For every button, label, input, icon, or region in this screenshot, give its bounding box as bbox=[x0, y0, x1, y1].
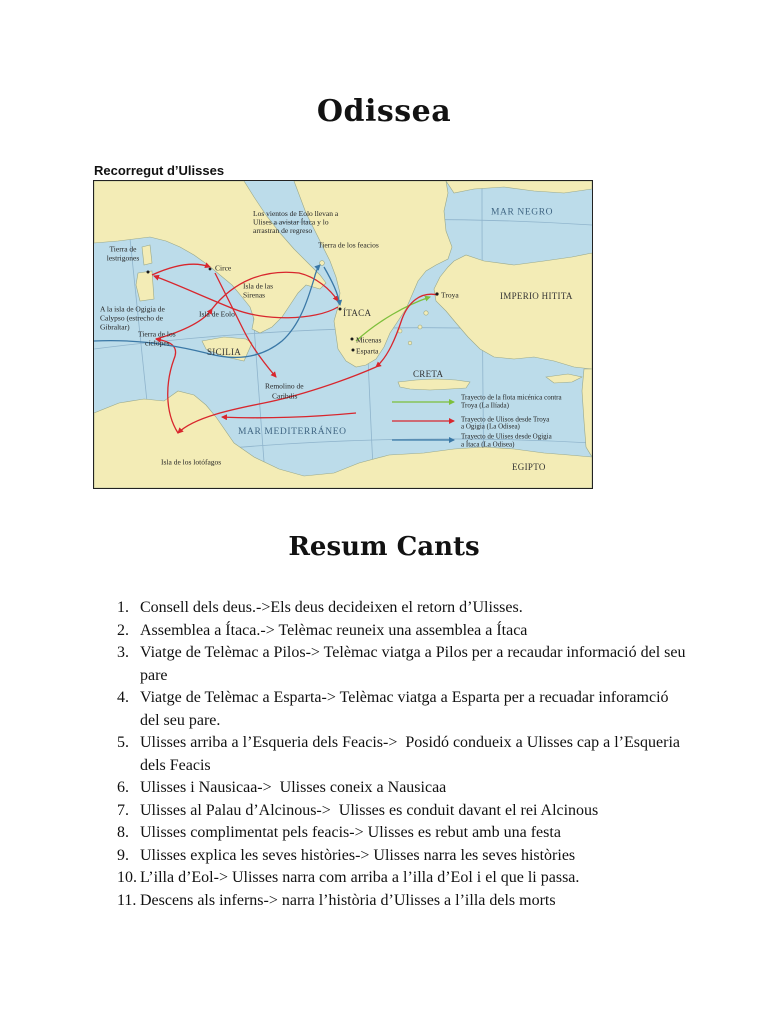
map-label-lotofagos: Isla de los lotófagos bbox=[161, 457, 222, 467]
map-label-caribdis-line: Remolino de bbox=[265, 381, 304, 391]
map-label-ogigia-line: Calypso (estrecho de bbox=[100, 313, 163, 323]
summary-item bbox=[117, 687, 687, 732]
map-label-isla-eolo: Isla de Eolo bbox=[199, 309, 235, 319]
summary-item-number: 9. bbox=[117, 846, 129, 864]
map-label-creta: CRETA bbox=[413, 369, 444, 379]
summary-item-number: 7. bbox=[117, 801, 129, 819]
place-dot-lestrigones bbox=[147, 271, 150, 274]
summary-item bbox=[117, 777, 687, 800]
summary-item-text: Descens als inferns-> narra l’història d’Ulisses a l’illa dels morts bbox=[140, 891, 556, 909]
city-dot-esparta bbox=[352, 349, 355, 352]
summary-item-number: 8. bbox=[117, 824, 129, 841]
map-label-lestrigones-line: lestrigones bbox=[106, 253, 140, 263]
summary-item bbox=[117, 845, 687, 868]
island-crete bbox=[398, 379, 470, 390]
summary-item bbox=[117, 732, 687, 777]
aegean-island bbox=[424, 311, 428, 315]
map-label-sirenas-line: Isla de las bbox=[243, 281, 273, 291]
summary-item-text: Ulisses explica les seves històries-> Ulisses narra les seves històries bbox=[140, 846, 576, 864]
legend-text-line: Trayecto de Ulisos desde Troya bbox=[461, 415, 550, 424]
map-label-itaca: ÍTACA bbox=[343, 308, 372, 318]
summary-item bbox=[117, 620, 687, 643]
summary-item-text: L’illa d’Eol-> Ulisses narra com arriba a l’illa d’Eol i el que li passa. bbox=[140, 869, 580, 886]
summary-item bbox=[117, 890, 687, 913]
map-label-ciclopes-line: Tierra de los bbox=[138, 329, 176, 339]
map-label-ogigia-line: Gibraltar) bbox=[100, 322, 130, 332]
mediterranean-map bbox=[94, 181, 592, 488]
legend-text-line: a Ítaca (La Odisea) bbox=[461, 440, 515, 449]
map-label-eolo-winds-line: Los vientos de Eolo llevan a bbox=[253, 209, 339, 218]
map-label-egipto: EGIPTO bbox=[512, 462, 546, 472]
aegean-island bbox=[418, 325, 422, 329]
map-label-sicilia: SICILIA bbox=[207, 347, 242, 357]
summary-item bbox=[117, 642, 690, 687]
map-label-eolo-winds-line: arrastran de regreso bbox=[253, 226, 313, 235]
summary-heading: Resum Cants bbox=[288, 532, 480, 562]
summary-item-number: 11. bbox=[117, 891, 137, 909]
map-frame bbox=[93, 180, 593, 489]
summary-item bbox=[117, 597, 687, 620]
summary-item-number: 5. bbox=[117, 734, 129, 751]
summary-item-number: 1. bbox=[117, 599, 129, 616]
map-label-imperio-hitita: IMPERIO HITITA bbox=[500, 291, 573, 301]
summary-item-text: Viatge de Telèmac a Pilos-> Telèmac viatga a Pilos per a recaudar informació del seu pare bbox=[140, 644, 690, 684]
legend-text-line: Trayecto de Ulises desde Ogigia bbox=[461, 432, 552, 441]
summary-item-text: Assemblea a Ítaca.-> Telèmac reuneix una assemblea a Ítaca bbox=[140, 621, 528, 639]
map-label-feacios: Tierra de los feacios bbox=[318, 240, 379, 250]
legend-text-line: a Ogigia (La Odisea) bbox=[461, 422, 520, 431]
place-dot-circe bbox=[209, 268, 212, 271]
summary-item-number: 10. bbox=[117, 869, 137, 886]
summary-item-number: 2. bbox=[117, 621, 129, 639]
summary-item-text: Ulisses al Palau d’Alcinous-> Ulisses es conduit davant el rei Alcinous bbox=[140, 801, 599, 819]
summary-item bbox=[117, 800, 687, 823]
map-label-eolo-winds-line: Ulises a avistar Ítaca y lo bbox=[253, 217, 329, 227]
island-sardinia bbox=[136, 271, 154, 301]
map-label-ogigia-line: A la isla de Ogigia de bbox=[100, 304, 165, 314]
summary-item bbox=[117, 867, 687, 890]
place-dot-itaca bbox=[339, 308, 342, 311]
map-label-sirenas-line: Sirenas bbox=[243, 290, 266, 300]
map-label-ciclopes-line: cíclopes bbox=[145, 338, 170, 348]
summary-item-text: Consell dels deus.->Els deus decideixen el retorn d’Ulisses. bbox=[140, 599, 523, 616]
island-corsica bbox=[142, 245, 152, 265]
summary-item-number: 3. bbox=[117, 644, 129, 661]
map-label-lestrigones-line: Tierra de bbox=[109, 244, 137, 254]
map-label-mar-negro: MAR NEGRO bbox=[491, 207, 554, 218]
city-dot-troya bbox=[435, 292, 438, 295]
map-label-caribdis-line: Caribdis bbox=[272, 391, 298, 401]
map-label-esparta: Esparta bbox=[356, 346, 379, 356]
island-corfu bbox=[320, 261, 325, 266]
legend-text-line: Trayecto de la flota micénica contra bbox=[461, 393, 562, 402]
legend-text-line: Troya (La Ilíada) bbox=[461, 401, 509, 410]
aegean-island bbox=[408, 341, 412, 345]
city-dot-micenas bbox=[351, 338, 354, 341]
summary-list bbox=[117, 597, 690, 912]
map-caption: Recorregut d’Ulisses bbox=[94, 163, 225, 178]
summary-item bbox=[117, 822, 687, 845]
summary-item-text: Ulisses arriba a l’Esqueria dels Feacis-> Posidó condueix a Ulisses cap a l’Esqueria dels Feacis bbox=[140, 734, 684, 774]
page-title: Odissea bbox=[316, 94, 452, 129]
map-label-mar-mediterraneo: MAR MEDITERRÁNEO bbox=[238, 427, 347, 437]
summary-item-text: Ulisses complimentat pels feacis-> Ulisses es rebut amb una festa bbox=[140, 824, 561, 841]
summary-item-text: Ulisses i Nausicaa-> Ulisses coneix a Nausicaa bbox=[140, 779, 447, 796]
map-label-troya: Troya bbox=[441, 290, 459, 300]
summary-item-number: 6. bbox=[117, 779, 129, 796]
summary-item-text: Viatge de Telèmac a Esparta-> Telèmac viatga a Esparta per a recuadar inforamció del seu pare. bbox=[140, 689, 673, 729]
map-label-micenas: Micenas bbox=[356, 335, 382, 345]
summary-item-number: 4. bbox=[117, 689, 129, 706]
map-label-circe: Circe bbox=[215, 263, 232, 273]
